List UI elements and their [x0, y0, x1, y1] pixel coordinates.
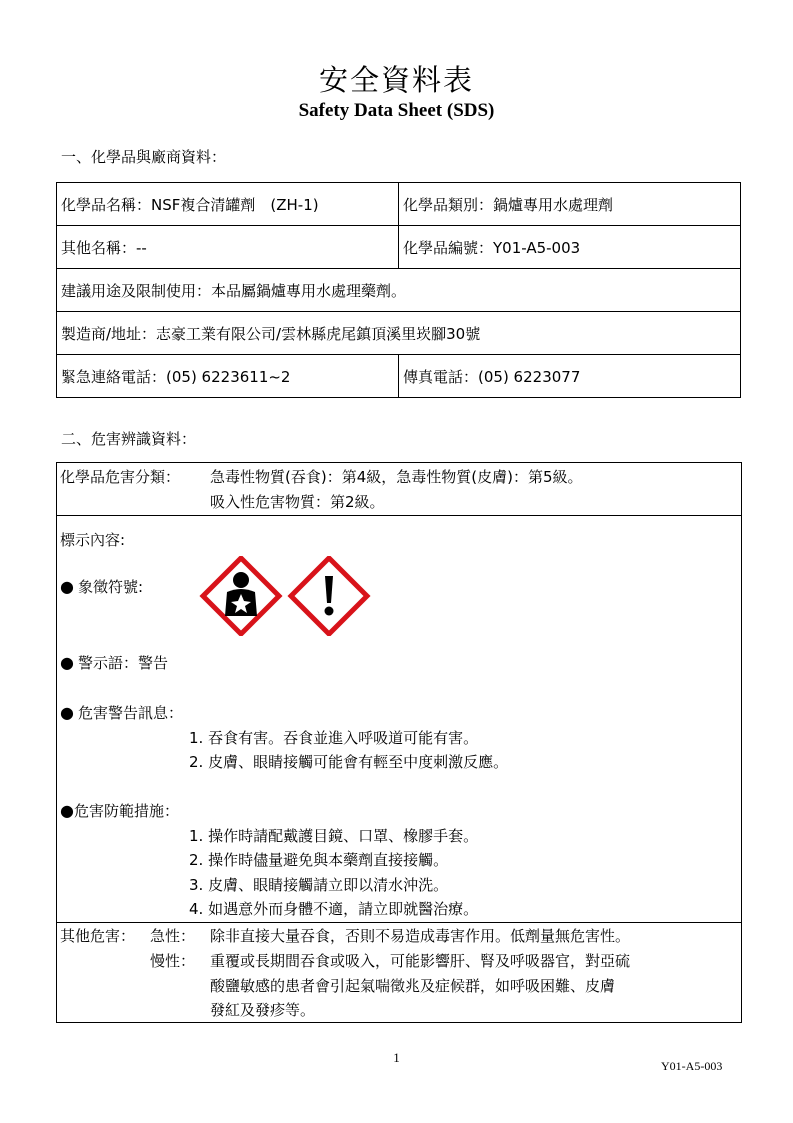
product-code-cell: 化學品編號：Y01-A5-003 — [399, 226, 741, 269]
classification-label: 化學品危害分類： — [60, 468, 181, 486]
other-hazards-label: 其他危害： — [60, 927, 136, 945]
pictogram-row — [60, 576, 143, 597]
product-category-cell: 化學品類別：鍋爐專用水處理劑 — [399, 183, 741, 226]
chronic-label: 慢性： — [150, 952, 196, 970]
acute-text: 除非直接大量吞食，否則不易造成毒害作用。低劑量無危害性。 — [210, 927, 631, 945]
precaution-item: 4. 如遇意外而身體不適，請立即就醫治療。 — [189, 900, 479, 918]
bullet-icon: ● — [60, 577, 74, 596]
section1-heading: 一、化學品與廠商資料： — [61, 148, 227, 166]
chronic-line: 酸鹽敏感的患者會引起氣喘徵兆及症候群，如呼吸困難、皮膚 — [210, 977, 616, 995]
fax-cell: 傳真電話：(05) 6223077 — [399, 355, 741, 398]
section2-heading: 二、危害辨識資料： — [61, 430, 197, 448]
document-subtitle: Safety Data Sheet (SDS) — [298, 100, 495, 121]
chronic-line: 重覆或長期間吞食或吸入，可能影響肝、腎及呼吸器官，對亞硫 — [210, 952, 631, 970]
precaution-item: 3. 皮膚、眼睛接觸請立即以清水沖洗。 — [189, 876, 449, 894]
manufacturer-cell: 製造商/地址：志豪工業有限公司/雲林縣虎尾鎮頂溪里崁腳30號 — [57, 312, 741, 355]
emergency-phone-cell: 緊急連絡電話：(05) 6223611~2 — [57, 355, 399, 398]
signal-word: 警示語：警告 — [77, 654, 168, 672]
classification-line-2: 吸入性危害物質：第2級。 — [210, 493, 385, 511]
usage-cell: 建議用途及限制使用：本品屬鍋爐專用水處理藥劑。 — [57, 269, 741, 312]
hazard-statement-item: 2. 皮膚、眼睛接觸可能會有輕至中度刺激反應。 — [189, 753, 509, 771]
footer-doc-code: Y01-A5-003 — [661, 1059, 723, 1073]
bullet-icon: ● — [60, 801, 74, 820]
divider — [57, 922, 741, 923]
hazard-statements-label: 危害警告訊息： — [77, 704, 183, 722]
divider — [57, 515, 741, 516]
bullet-icon: ● — [60, 703, 74, 722]
health-hazard-icon — [203, 558, 279, 634]
precaution-item: 2. 操作時儘量避免與本藥劑直接接觸。 — [189, 851, 449, 869]
product-info-table — [56, 182, 741, 398]
pictogram-label: 象徵符號: — [77, 578, 144, 596]
acute-label: 急性： — [150, 927, 196, 945]
hazard-statement-item: 1. 吞食有害。吞食並進入呼吸道可能有害。 — [189, 729, 479, 747]
classification-line-1: 急毒性物質(吞食)：第4級，急毒性物質(皮膚)：第5級。 — [210, 468, 583, 486]
page-number: 1 — [393, 1050, 400, 1065]
other-name-cell: 其他名稱：-- — [57, 226, 399, 269]
chronic-line: 發紅及發疹等。 — [210, 1001, 316, 1019]
signal-word-row — [60, 652, 168, 673]
exclamation-mark-icon — [291, 558, 367, 634]
precaution-item: 1. 操作時請配戴護目鏡、口罩、橡膠手套。 — [189, 827, 479, 845]
bullet-icon: ● — [60, 653, 74, 672]
precautions-label: 危害防範措施： — [73, 802, 179, 820]
hazard-statements-row — [60, 702, 183, 723]
document-title: 安全資料表 — [318, 63, 474, 97]
product-name-cell: 化學品名稱：NSF複合清罐劑 (ZH-1) — [57, 183, 399, 226]
hazard-identification-box — [56, 462, 742, 1023]
precautions-row — [60, 800, 179, 821]
ghs-pictograms — [199, 556, 399, 636]
label-contents-heading: 標示內容: — [60, 531, 126, 549]
